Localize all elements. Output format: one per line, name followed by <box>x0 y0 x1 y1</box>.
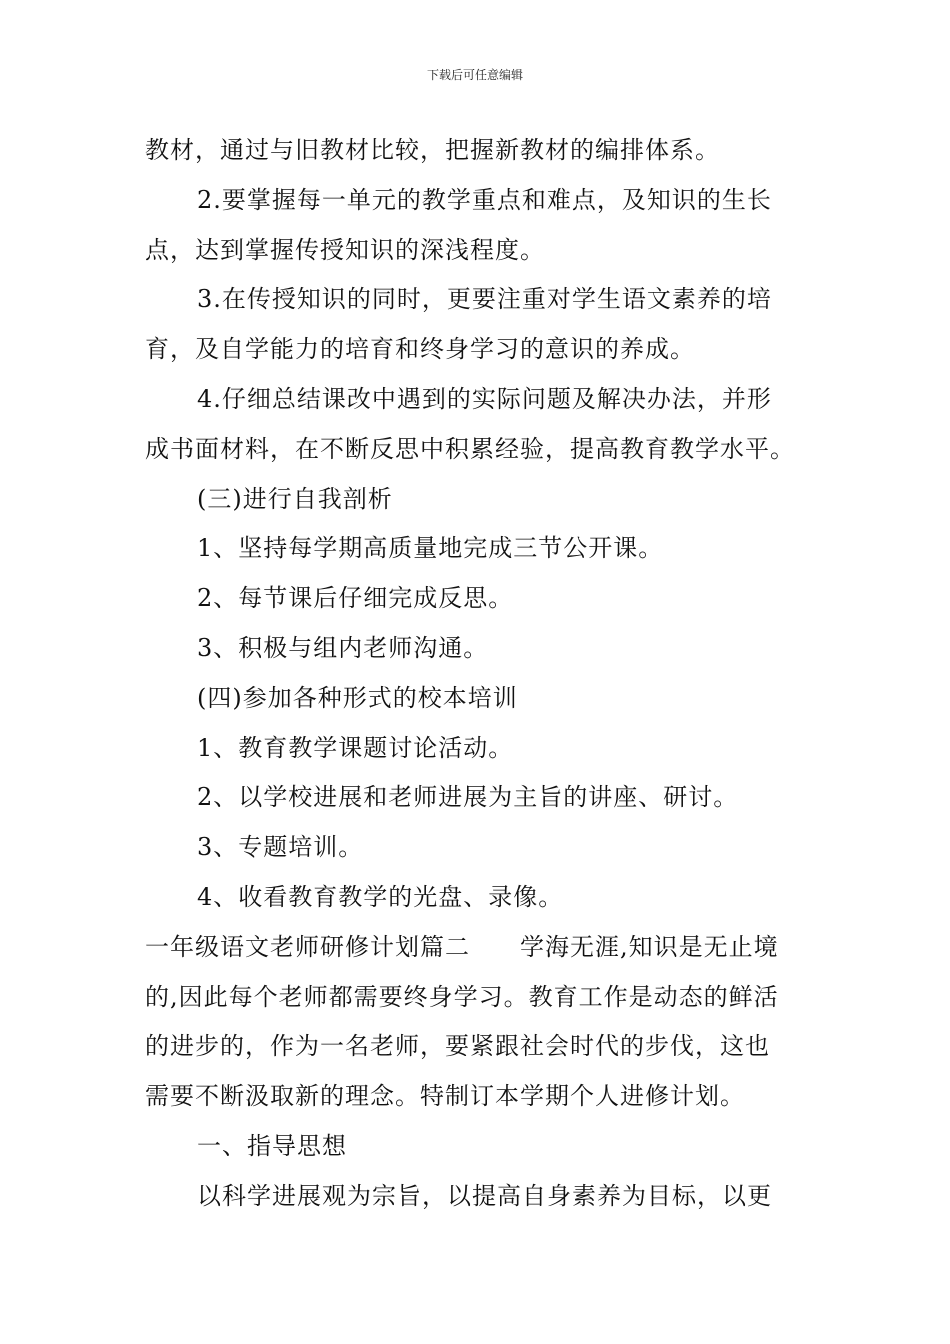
list-item: 1、教育教学课题讨论活动。 <box>197 733 514 762</box>
text-line: 的,因此每个老师都需要终身学习。教育工作是动态的鲜活 <box>145 982 779 1011</box>
text-line: 成书面材料，在不断反思中积累经验，提高教育教学水平。 <box>145 434 795 463</box>
text-line: 育，及自学能力的培育和终身学习的意识的养成。 <box>145 335 695 364</box>
list-item: 1、坚持每学期高质量地完成三节公开课。 <box>197 534 664 563</box>
page-header-note: 下载后可任意编辑 <box>426 68 523 82</box>
section-heading: (四)参加各种形式的校本培训 <box>197 683 518 712</box>
text-line: 3.在传授知识的同时，更要注重对学生语文素养的培 <box>197 285 772 314</box>
list-item: 2、以学校进展和老师进展为主旨的讲座、研讨。 <box>197 783 739 812</box>
document-body <box>145 126 810 1222</box>
section-heading: (三)进行自我剖析 <box>197 484 393 513</box>
text-line: 2.要掌握每一单元的教学重点和难点，及知识的生长 <box>197 185 772 214</box>
text-line: 需要不断汲取新的理念。特制订本学期个人进修计划。 <box>145 1082 745 1111</box>
list-item: 3、积极与组内老师沟通。 <box>197 633 489 662</box>
text-line: 的进步的，作为一名老师，要紧跟社会时代的步伐，这也 <box>145 1032 770 1061</box>
text-line: 教材，通过与旧教材比较，把握新教材的编排体系。 <box>145 136 720 164</box>
text-line: 一年级语文老师研修计划篇二 学海无涯,知识是无止境 <box>145 932 779 961</box>
text-line: 点，达到掌握传授知识的深浅程度。 <box>145 235 545 264</box>
list-item: 4、收看教育教学的光盘、录像。 <box>197 882 564 911</box>
text-line: 以科学进展观为宗旨，以提高自身素养为目标，以更 <box>197 1181 772 1210</box>
list-item: 3、专题培训。 <box>197 833 364 862</box>
list-item: 2、每节课后仔细完成反思。 <box>197 584 514 613</box>
section-heading: 一、指导思想 <box>197 1131 347 1160</box>
text-line: 4.仔细总结课改中遇到的实际问题及解决办法，并形 <box>197 384 772 413</box>
